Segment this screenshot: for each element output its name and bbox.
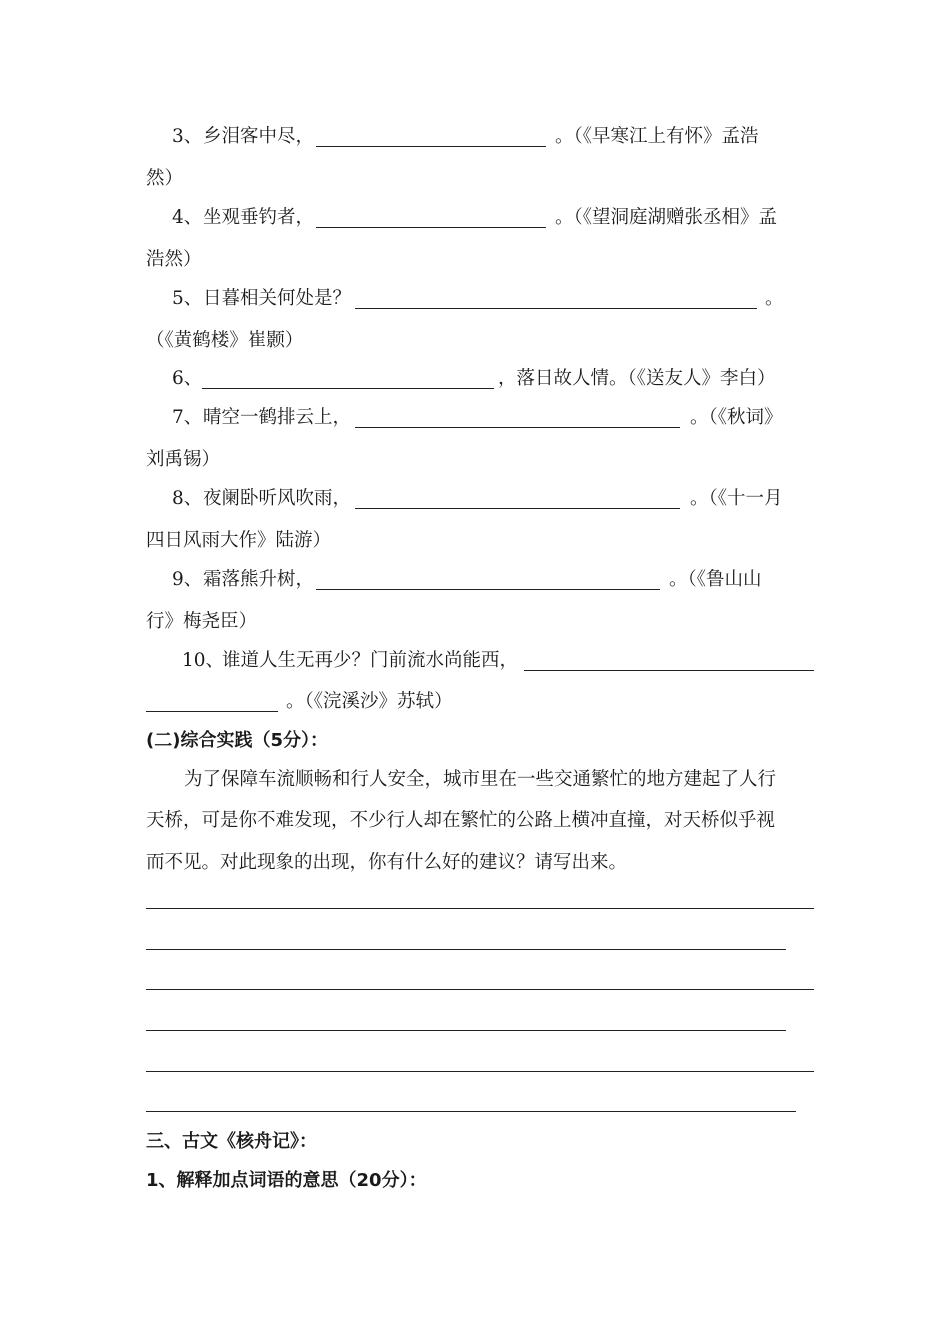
poem-4-blank[interactable]: [316, 227, 546, 228]
poem-7-prefix: 晴空一鹤排云上，: [203, 407, 352, 428]
poem-3-prefix: 乡泪客中尽，: [203, 126, 315, 147]
poem-3-number: 3、: [172, 126, 203, 147]
poem-9-number: 9、: [172, 569, 203, 590]
poem-5-number: 5、: [172, 288, 203, 309]
poem-8-blank[interactable]: [355, 508, 680, 509]
answer-line-4[interactable]: [146, 1030, 786, 1031]
poem-7-number: 7、: [172, 407, 203, 428]
poem-3-continuation: 然）: [146, 168, 184, 189]
answer-line-5[interactable]: [146, 1071, 814, 1072]
poem-4-prefix: 坐观垂钓者，: [203, 207, 315, 228]
section-3-heading: 三、古文《核舟记》：: [146, 1131, 317, 1152]
poem-8-prefix: 夜阑卧听风吹雨，: [203, 488, 352, 509]
poem-3-blank[interactable]: [316, 146, 546, 147]
answer-line-3[interactable]: [146, 989, 814, 990]
poem-3-suffix: 。（《早寒江上有怀》孟浩: [555, 126, 759, 147]
poem-8-number: 8、: [172, 488, 203, 509]
poem-9-prefix: 霜落熊升树，: [203, 569, 315, 590]
poem-9-suffix: 。（《鲁山山: [669, 569, 762, 590]
poem-7-continuation: 刘禹锡）: [146, 449, 221, 470]
poem-7-suffix: 。（《秋词》: [690, 407, 783, 428]
poem-10-number: 10、: [182, 650, 225, 671]
poem-4-continuation: 浩然）: [146, 249, 202, 270]
section-2-paragraph-line-3: 而不见。对此现象的出现，你有什么好的建议？请写出来。: [146, 852, 628, 873]
poem-10-blank-b[interactable]: [146, 711, 278, 712]
poem-4-suffix: 。（《望洞庭湖赠张丞相》孟: [555, 207, 778, 228]
poem-6-number: 6、: [172, 368, 203, 389]
section-3-question-1: 1、解释加点词语的意思（20分）：: [146, 1170, 427, 1191]
poem-6-blank[interactable]: [202, 388, 494, 389]
answer-line-1[interactable]: [146, 908, 814, 909]
poem-6-suffix: ，落日故人情。（《送友人》李白）: [498, 368, 776, 389]
section-2-heading: (二)综合实践（5分）：: [146, 730, 328, 751]
poem-5-blank[interactable]: [355, 308, 757, 309]
poem-8-suffix: 。（《十一月: [690, 488, 783, 509]
section-2-paragraph-line-2: 天桥，可是你不难发现，不少行人却在繁忙的公路上横冲直撞，对天桥似乎视: [146, 810, 776, 831]
poem-5-prefix: 日暮相关何处是？: [203, 288, 352, 309]
answer-line-2[interactable]: [146, 949, 786, 950]
section-2-paragraph-line-1: 为了保障车流顺畅和行人安全，城市里在一些交通繁忙的地方建起了人行: [184, 769, 777, 790]
poem-5-continuation: （《黄鹤楼》崔颢）: [146, 330, 304, 351]
poem-8-continuation: 四日风雨大作》陆游）: [146, 530, 332, 551]
poem-5-suffix: 。: [765, 288, 784, 309]
poem-7-blank[interactable]: [355, 427, 680, 428]
poem-9-blank[interactable]: [316, 589, 660, 590]
poem-4-number: 4、: [172, 207, 203, 228]
poem-9-continuation: 行》梅尧臣）: [146, 611, 258, 632]
answer-line-6[interactable]: [146, 1111, 796, 1112]
poem-10-continuation: 。（《浣溪沙》苏轼）: [286, 691, 453, 712]
poem-10-prefix: 谁道人生无再少？门前流水尚能西，: [222, 650, 519, 671]
poem-10-blank-a[interactable]: [524, 670, 814, 671]
